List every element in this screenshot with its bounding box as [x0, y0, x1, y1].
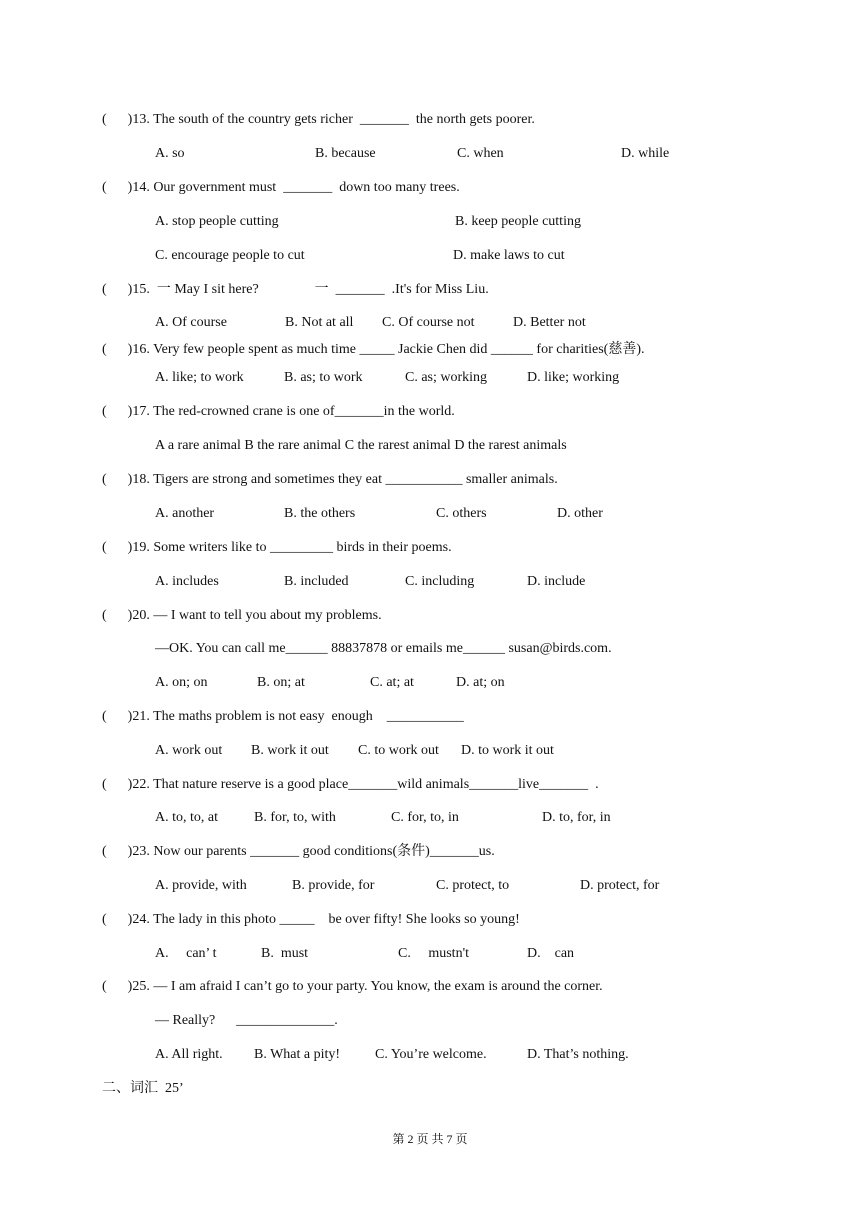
question-21-stem: ( )21. The maths problem is not easy enough ___________	[102, 709, 464, 724]
q21-option-b: B. work it out	[251, 743, 329, 758]
q24-option-a: A. can’ t	[155, 946, 217, 961]
question-15-stem: ( )15. 一 May I sit here? 一 _______ .It's for Miss Liu.	[102, 282, 489, 297]
question-20-stem-line2: —OK. You can call me______ 88837878 or emails me______ susan@birds.com.	[155, 641, 612, 656]
q24-option-d: D. can	[527, 946, 575, 961]
question-25-stem-line2: — Really? ______________.	[155, 1013, 338, 1028]
question-14-stem: ( )14. Our government must _______ down too many trees.	[102, 180, 460, 195]
q15-option-b: B. Not at all	[285, 315, 354, 330]
q25-option-b: B. What a pity!	[254, 1047, 341, 1062]
question-23-stem: ( )23. Now our parents _______ good conditions(条件)_______us.	[102, 844, 495, 859]
q14-option-b: B. keep people cutting	[455, 214, 581, 229]
question-25-stem: ( )25. — I am afraid I can’t go to your party. You know, the exam is around the corner.	[102, 979, 603, 994]
q21-option-a: A. work out	[155, 743, 223, 758]
q22-option-d: D. to, for, in	[542, 810, 611, 825]
question-16-stem: ( )16. Very few people spent as much time _____ Jackie Chen did ______ for charities(慈善).	[102, 342, 645, 357]
q16-option-d: D. like; working	[527, 370, 620, 385]
q19-option-a: A. includes	[155, 574, 219, 589]
q17-options-line: A a rare animal B the rare animal C the rarest animal D the rarest animals	[155, 438, 567, 453]
q13-option-a: A. so	[155, 146, 185, 161]
question-19-stem: ( )19. Some writers like to _________ birds in their poems.	[102, 540, 452, 555]
q18-option-a: A. another	[155, 506, 215, 521]
q20-option-d: D. at; on	[456, 675, 505, 690]
q13-option-d: D. while	[621, 146, 670, 161]
q15-option-d: D. Better not	[513, 315, 586, 330]
q16-option-c: C. as; working	[405, 370, 488, 385]
q19-option-c: C. including	[405, 574, 475, 589]
q23-option-b: B. provide, for	[292, 878, 375, 893]
q23-option-d: D. protect, for	[580, 878, 660, 893]
q24-option-b: B. must	[261, 946, 309, 961]
q14-option-d: D. make laws to cut	[453, 248, 565, 263]
q22-option-a: A. to, to, at	[155, 810, 218, 825]
q21-option-c: C. to work out	[358, 743, 439, 758]
q23-option-c: C. protect, to	[436, 878, 510, 893]
q14-option-a: A. stop people cutting	[155, 214, 279, 229]
q25-option-d: D. That’s nothing.	[527, 1047, 629, 1062]
q13-option-c: C. when	[457, 146, 504, 161]
q22-option-c: C. for, to, in	[391, 810, 459, 825]
question-24-stem: ( )24. The lady in this photo _____ be over fifty! She looks so young!	[102, 912, 520, 927]
q19-option-b: B. included	[284, 574, 349, 589]
q14-option-c: C. encourage people to cut	[155, 248, 305, 263]
q24-option-c: C. mustn't	[398, 946, 469, 961]
question-17-stem: ( )17. The red-crowned crane is one of_______in the world.	[102, 404, 455, 419]
q18-option-d: D. other	[557, 506, 603, 521]
question-13-stem: ( )13. The south of the country gets richer _______ the north gets poorer.	[102, 112, 535, 127]
q21-option-d: D. to work it out	[461, 743, 554, 758]
q25-option-c: C. You’re welcome.	[375, 1047, 487, 1062]
q20-option-c: C. at; at	[370, 675, 414, 690]
q15-option-a: A. Of course	[155, 315, 227, 330]
q19-option-d: D. include	[527, 574, 586, 589]
section-heading: 二、词汇 25’	[102, 1081, 184, 1096]
q22-option-b: B. for, to, with	[254, 810, 336, 825]
q20-option-b: B. on; at	[257, 675, 305, 690]
q23-option-a: A. provide, with	[155, 878, 247, 893]
question-18-stem: ( )18. Tigers are strong and sometimes they eat ___________ smaller animals.	[102, 472, 558, 487]
q18-option-b: B. the others	[284, 506, 356, 521]
question-22-stem: ( )22. That nature reserve is a good place_______wild animals_______live_______ .	[102, 777, 599, 792]
q16-option-b: B. as; to work	[284, 370, 363, 385]
q13-option-b: B. because	[315, 146, 376, 161]
q20-option-a: A. on; on	[155, 675, 208, 690]
q18-option-c: C. others	[436, 506, 487, 521]
q15-option-c: C. Of course not	[382, 315, 475, 330]
q16-option-a: A. like; to work	[155, 370, 244, 385]
q25-option-a: A. All right.	[155, 1047, 223, 1062]
question-20-stem: ( )20. — I want to tell you about my problems.	[102, 608, 382, 623]
page-footer: 第 2 页 共 7 页	[392, 1132, 468, 1146]
